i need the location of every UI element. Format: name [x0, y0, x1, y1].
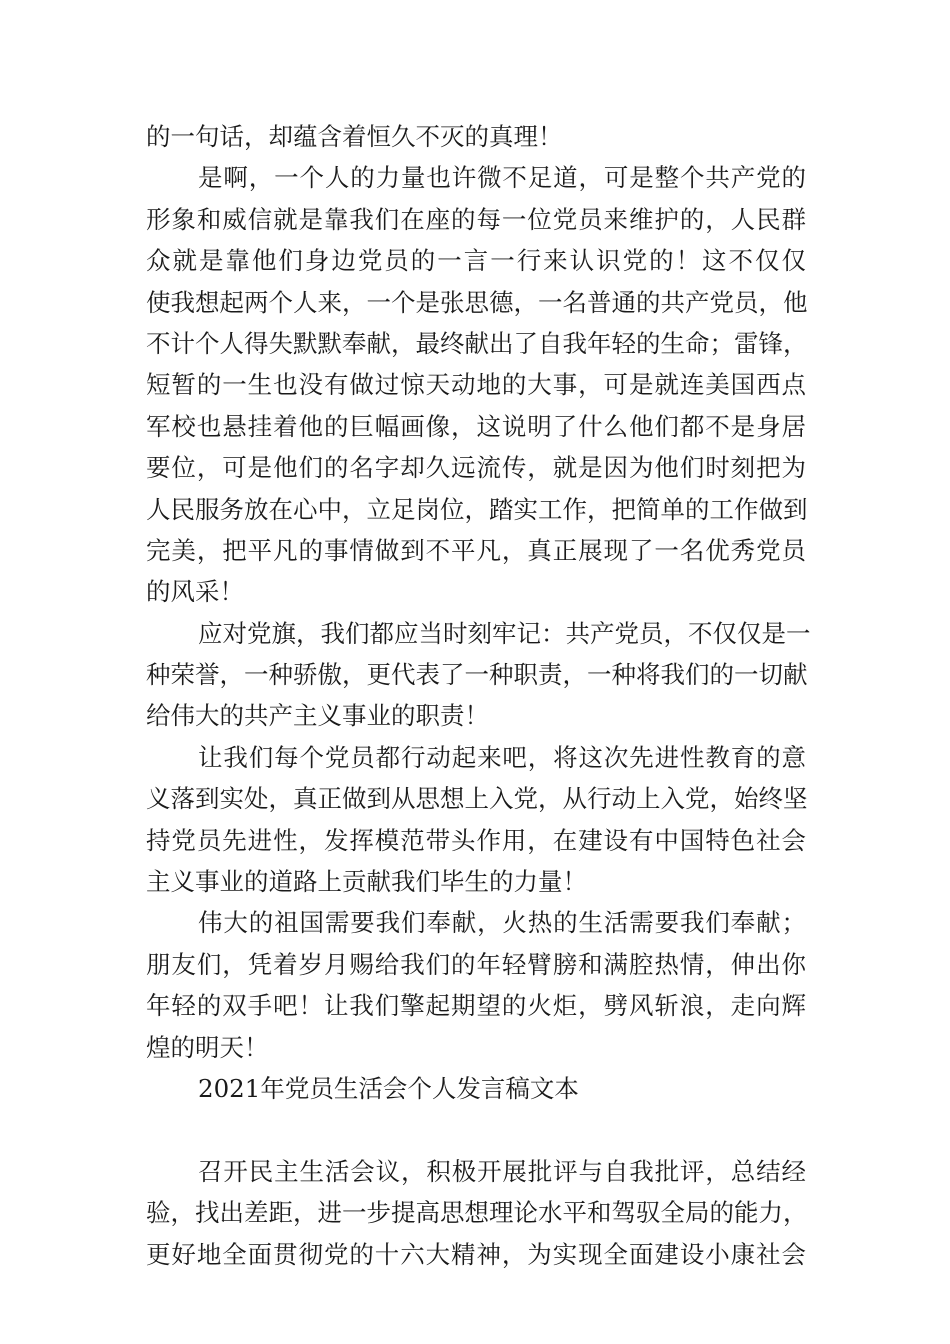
text-line: 军校也悬挂着他的巨幅画像，这说明了什么他们都不是身居 [146, 411, 806, 441]
paragraph-start-line: 伟大的祖国需要我们奉献，火热的生活需要我们奉献； [198, 908, 806, 938]
text-line: 主义事业的道路上贡献我们毕生的力量！ [146, 867, 587, 897]
text-line: 要位，可是他们的名字却久远流传，就是因为他们时刻把为 [146, 453, 806, 483]
text-line: 形象和威信就是靠我们在座的每一位党员来维护的，人民群 [146, 204, 806, 234]
text-line: 人民服务放在心中，立足岗位，踏实工作，把简单的工作做到 [146, 494, 808, 524]
text-line: 煌的明天！ [146, 1032, 269, 1062]
text-line: 不计个人得失默默奉献，最终献出了自我年轻的生命；雷锋， [146, 328, 808, 358]
text-line: 更好地全面贯彻党的十六大精神，为实现全面建设小康社会 [146, 1239, 806, 1269]
section-heading: 2021年党员生活会个人发言稿文本 [198, 1073, 579, 1103]
text-line: 验，找出差距，进一步提高思想理论水平和驾驭全局的能力， [146, 1198, 808, 1228]
text-line: 使我想起两个人来，一个是张思德，一名普通的共产党员，他 [146, 287, 808, 317]
text-line: 的风采！ [146, 577, 244, 607]
text-line: 年轻的双手吧！让我们擎起期望的火炬，劈风斩浪，走向辉 [146, 991, 806, 1021]
text-line: 给伟大的共产主义事业的职责！ [146, 701, 489, 731]
blank-line [146, 1109, 806, 1150]
text-line: 持党员先进性，发挥模范带头作用，在建设有中国特色社会 [146, 825, 806, 855]
text-line: 义落到实处，真正做到从思想上入党，从行动上入党，始终坚 [146, 784, 808, 814]
text-line: 朋友们，凭着岁月赐给我们的年轻臂膀和满腔热情，伸出你 [146, 949, 806, 979]
paragraph-start-line: 让我们每个党员都行动起来吧，将这次先进性教育的意 [198, 742, 806, 772]
text-line: 种荣誉，一种骄傲，更代表了一种职责，一种将我们的一切献 [146, 660, 808, 690]
paragraph-start-line: 应对党旗，我们都应当时刻牢记：共产党员，不仅仅是一 [198, 618, 811, 648]
document-body [146, 116, 811, 1275]
text-line: 的一句话，却蕴含着恒久不灭的真理！ [146, 122, 563, 151]
text-line: 短暂的一生也没有做过惊天动地的大事，可是就连美国西点 [146, 370, 806, 400]
paragraph-start-line: 召开民主生活会议，积极开展批评与自我批评，总结经 [198, 1156, 806, 1186]
text-line: 众就是靠他们身边党员的一言一行来认识党的！这不仅仅 [146, 246, 806, 276]
text-line: 完美，把平凡的事情做到不平凡，真正展现了一名优秀党员 [146, 535, 806, 565]
paragraph-start-line: 是啊，一个人的力量也许微不足道，可是整个共产党的 [198, 163, 806, 193]
